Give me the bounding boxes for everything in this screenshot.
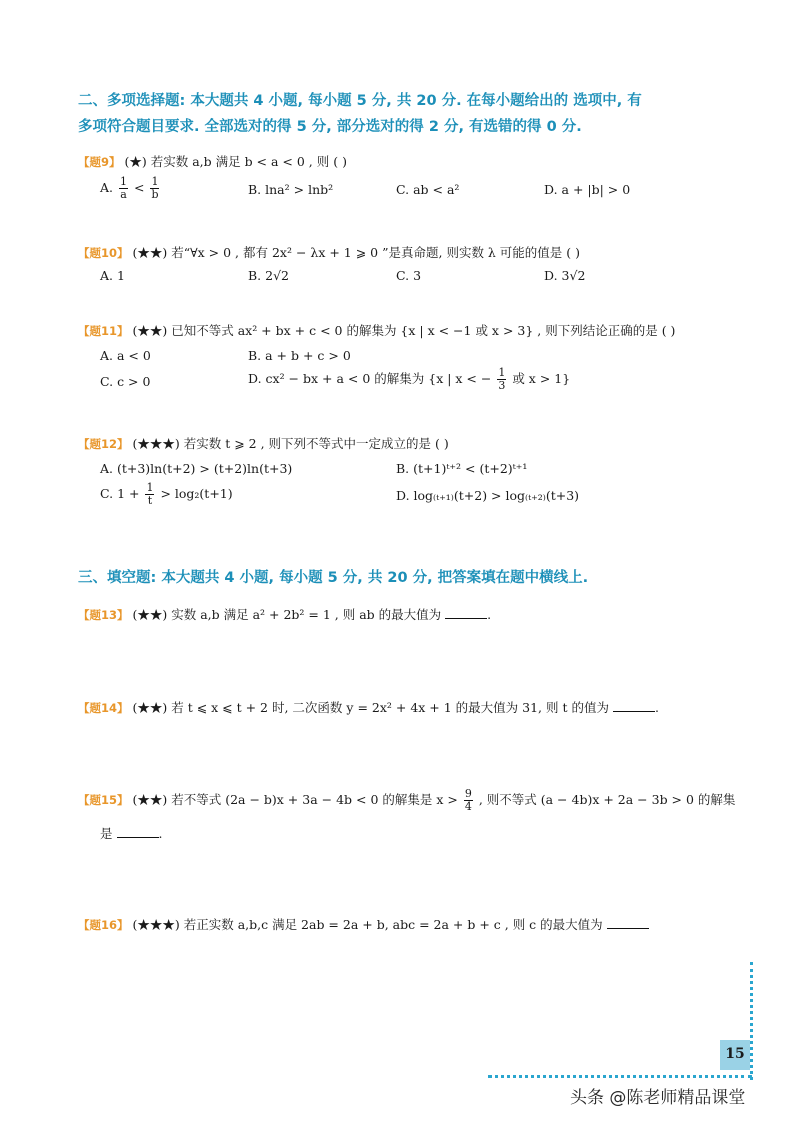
- question-15-line2: [100, 824, 162, 842]
- option-c: [100, 482, 233, 507]
- section-heading-fill-blank: [78, 565, 588, 591]
- question-tag: 【题11】: [78, 324, 129, 338]
- question-stem: (★★) 若“∀x > 0 , 都有 2x² − λx + 1 ⩾ 0 ”是真命题, 则实数 λ 可能的值是 ( ): [132, 245, 581, 260]
- fraction: [497, 367, 506, 392]
- option-d: D. a + |b| > 0: [544, 182, 631, 197]
- question-tag: 【题14】: [78, 701, 129, 715]
- set-notation: {x | x < −: [428, 371, 492, 386]
- option-d: D. 3√2: [544, 268, 586, 283]
- option-a: [100, 176, 161, 201]
- section-heading-line: 多项符合题目要求. 全部选对的得 5 分, 部分选对的得 2 分, 有选错的得 0 分.: [78, 119, 582, 135]
- section-heading-line: 三、填空题: 本大题共 4 小题, 每小题 5 分, 共 20 分, 把答案填在题中横线上.: [78, 570, 589, 586]
- denominator: 3: [498, 379, 506, 392]
- numerator: 1: [151, 175, 159, 188]
- question-tag: 【题13】: [78, 608, 129, 622]
- question-9: [78, 152, 347, 170]
- question-tag: 【题9】: [78, 155, 121, 169]
- option-a: A. 1: [100, 268, 125, 283]
- numerator: 9: [464, 787, 472, 800]
- question-stem: (★★) 若 t ⩽ x ⩽ t + 2 时, 二次函数 y = 2x² + 4x + 1 的最大值为 31, 则 t 的值为: [132, 700, 609, 715]
- fraction: [150, 176, 159, 201]
- fraction: [145, 482, 154, 507]
- option-d: D. log₍ₜ₊₁₎(t+2) > log₍ₜ₊₂₎(t+3): [396, 488, 580, 503]
- page-number: 15: [720, 1040, 750, 1070]
- denominator: t: [147, 494, 153, 507]
- denominator: 4: [464, 800, 472, 813]
- watermark-text: 头条 @陈老师精品课堂: [570, 1088, 746, 1108]
- question-stem: (★★★) 若实数 t ⩾ 2 , 则下列不等式中一定成立的是 ( ): [132, 436, 449, 451]
- numerator: 1: [146, 481, 154, 494]
- answer-blank[interactable]: [607, 918, 649, 929]
- option-b: B. a + b + c > 0: [248, 348, 351, 363]
- option-text: C. 1 +: [100, 486, 140, 501]
- option-b: B. lna² > lnb²: [248, 182, 334, 197]
- question-15: [78, 788, 735, 813]
- section-heading-line: 二、多项选择题: 本大题共 4 小题, 每小题 5 分, 共 20 分. 在每小题给出的 选项中, 有: [78, 93, 642, 109]
- question-14: [78, 698, 659, 716]
- option-a: A. a < 0: [100, 348, 151, 363]
- decorative-dotted-border-horizontal: [488, 1075, 752, 1078]
- question-12: [78, 434, 449, 452]
- less-than-sign: <: [133, 180, 145, 195]
- denominator: a: [120, 188, 127, 201]
- option-d: [248, 367, 570, 392]
- question-stem: (★) 若实数 a,b 满足 b < a < 0 , 则 ( ): [124, 154, 347, 169]
- period: .: [158, 826, 163, 841]
- section-heading-multiple-choice: [78, 88, 642, 140]
- option-text: > log₂(t+1): [160, 486, 233, 501]
- question-11: [78, 321, 675, 339]
- question-tag: 【题16】: [78, 918, 129, 932]
- option-text: D. cx² − bx + a < 0 的解集为: [248, 371, 429, 386]
- option-label: A.: [100, 180, 117, 195]
- option-c: C. c > 0: [100, 374, 151, 389]
- option-b: B. (t+1)ᵗ⁺² < (t+2)ᵗ⁺¹: [396, 461, 528, 476]
- question-16: [78, 915, 649, 933]
- option-a: A. (t+3)ln(t+2) > (t+2)ln(t+3): [100, 461, 293, 476]
- question-tag: 【题10】: [78, 246, 129, 260]
- set-notation: 或 x > 1}: [512, 371, 571, 386]
- question-stem: (★★) 已知不等式 ax² + bx + c < 0 的解集为 {x | x < −1 或 x > 3} , 则下列结论正确的是 ( ): [132, 323, 676, 338]
- question-stem: (★★) 若不等式 (2a − b)x + 3a − 4b < 0 的解集是 x >: [132, 792, 458, 807]
- answer-blank[interactable]: [445, 608, 487, 619]
- fraction: [119, 176, 128, 201]
- question-stem: (★★★) 若正实数 a,b,c 满足 2ab = 2a + b, abc = 2a + b + c , 则 c 的最大值为: [132, 917, 603, 932]
- option-c: C. ab < a²: [396, 182, 460, 197]
- question-stem: , 则不等式 (a − 4b)x + 2a − 3b > 0 的解集: [478, 792, 736, 807]
- question-10: [78, 243, 580, 261]
- denominator: b: [151, 188, 159, 201]
- answer-blank[interactable]: [613, 701, 655, 712]
- answer-blank[interactable]: [117, 827, 159, 838]
- question-stem: 是: [100, 826, 113, 841]
- question-tag: 【题15】: [78, 793, 129, 807]
- numerator: 1: [119, 175, 127, 188]
- period: .: [487, 607, 492, 622]
- question-13: [78, 605, 491, 623]
- question-tag: 【题12】: [78, 437, 129, 451]
- option-b: B. 2√2: [248, 268, 290, 283]
- fraction: [464, 788, 473, 813]
- period: .: [654, 700, 659, 715]
- option-c: C. 3: [396, 268, 422, 283]
- question-stem: (★★) 实数 a,b 满足 a² + 2b² = 1 , 则 ab 的最大值为: [132, 607, 442, 622]
- decorative-dotted-border-vertical: [750, 962, 753, 1080]
- numerator: 1: [498, 366, 506, 379]
